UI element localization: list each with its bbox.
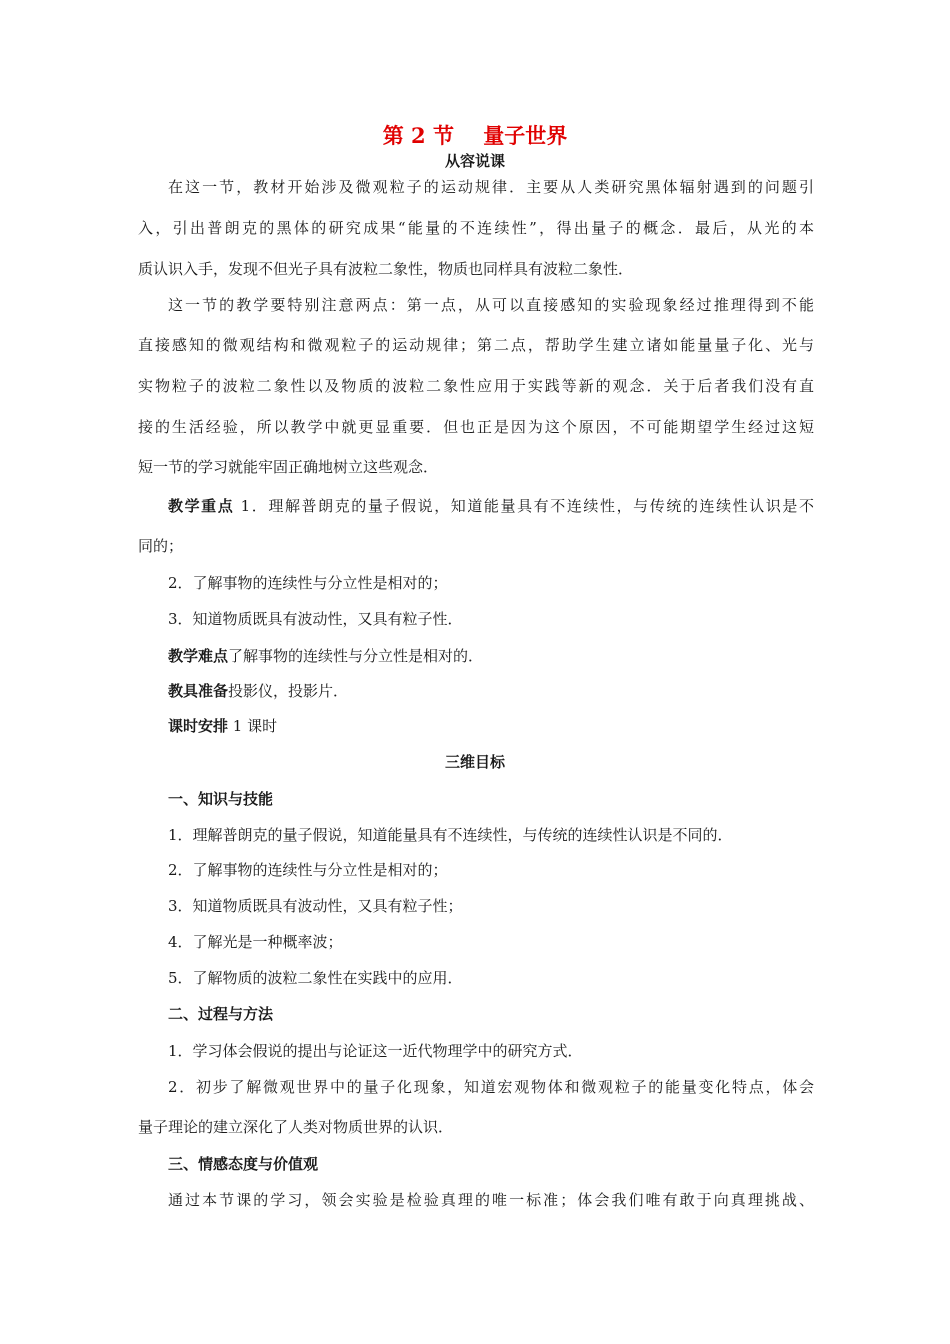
section3-text: 通过本节课的学习，领会实验是检验真理的唯一标准；体会我们唯有敢于向真理挑战、 [168,1191,814,1209]
schedule-text: 1 课时 [228,717,278,735]
notes-line: 实物粒子的波粒二象性以及物质的波粒二象性应用于实践等新的观念．关于后者我们没有直 [138,377,814,395]
key-points-label: 教学重点 [168,497,235,515]
notes-line: 直接感知的微观结构和微观粒子的运动规律；第二点，帮助学生建立诸如能量量子化、光与 [138,336,814,354]
equipment-text: 投影仪，投影片． [228,682,349,700]
intro-line: 质认识入手，发现不但光子具有波粒二象性，物质也同样具有波粒二象性． [138,260,634,278]
section1-item: 1．理解普朗克的量子假说，知道能量具有不连续性，与传统的连续性认识是不同的． [168,826,733,844]
section-subtitle: 从容说课 [444,152,505,170]
section1-heading: 一、知识与技能 [168,790,274,808]
difficulty-line [168,646,814,666]
section2-item: 2．初步了解微观世界中的量子化现象，知道宏观物体和微观粒子的能量变化特点，体会 [168,1078,814,1096]
key-points-text: 1．理解普朗克的量子假说，知道能量具有不连续性，与传统的连续性认识是不 [234,497,814,515]
schedule-label: 课时安排 [168,717,229,735]
difficulty-label: 教学难点 [168,647,229,665]
notes-line: 短一节的学习就能牢固正确地树立这些观念． [138,458,439,476]
notes-line: 这一节的教学要特别注意两点：第一点，从可以直接感知的实验现象经过推理得到不能 [168,296,814,314]
equipment-line [168,681,814,701]
section2-item-continuation: 量子理论的建立深化了人类对物质世界的认识． [138,1118,454,1136]
intro-line: 在这一节，教材开始涉及微观粒子的运动规律．主要从人类研究黑体辐射遇到的问题引 [168,178,814,196]
difficulty-text: 了解事物的连续性与分立性是相对的． [228,647,484,665]
section1-item: 4．了解光是一种概率波； [168,933,343,951]
section1-item: 5．了解物质的波粒二象性在实践中的应用． [168,969,463,987]
key-points-continuation: 同的； [138,537,184,555]
section2-heading: 二、过程与方法 [168,1005,274,1023]
page-title: 第 2 节 量子世界 [382,123,568,148]
section3-heading: 三、情感态度与价值观 [168,1155,319,1173]
equipment-label: 教具准备 [168,682,229,700]
objectives-heading: 三维目标 [444,753,505,771]
section2-item: 1．学习体会假说的提出与论证这一近代物理学中的研究方式． [168,1042,583,1060]
key-point-item: 3．知道物质既具有波动性，又具有粒子性． [168,610,463,628]
intro-line: 入，引出普朗克的黑体的研究成果“能量的不连续性”，得出量子的概念．最后，从光的本 [138,219,814,237]
key-points-line [168,496,814,516]
notes-line: 接的生活经验，所以教学中就更显重要．但也正是因为这个原因，不可能期望学生经过这短 [138,418,814,436]
key-point-item: 2．了解事物的连续性与分立性是相对的； [168,574,448,592]
schedule-line [168,716,814,736]
section1-item: 3．知道物质既具有波动性，又具有粒子性； [168,897,463,915]
section1-item: 2．了解事物的连续性与分立性是相对的； [168,861,448,879]
